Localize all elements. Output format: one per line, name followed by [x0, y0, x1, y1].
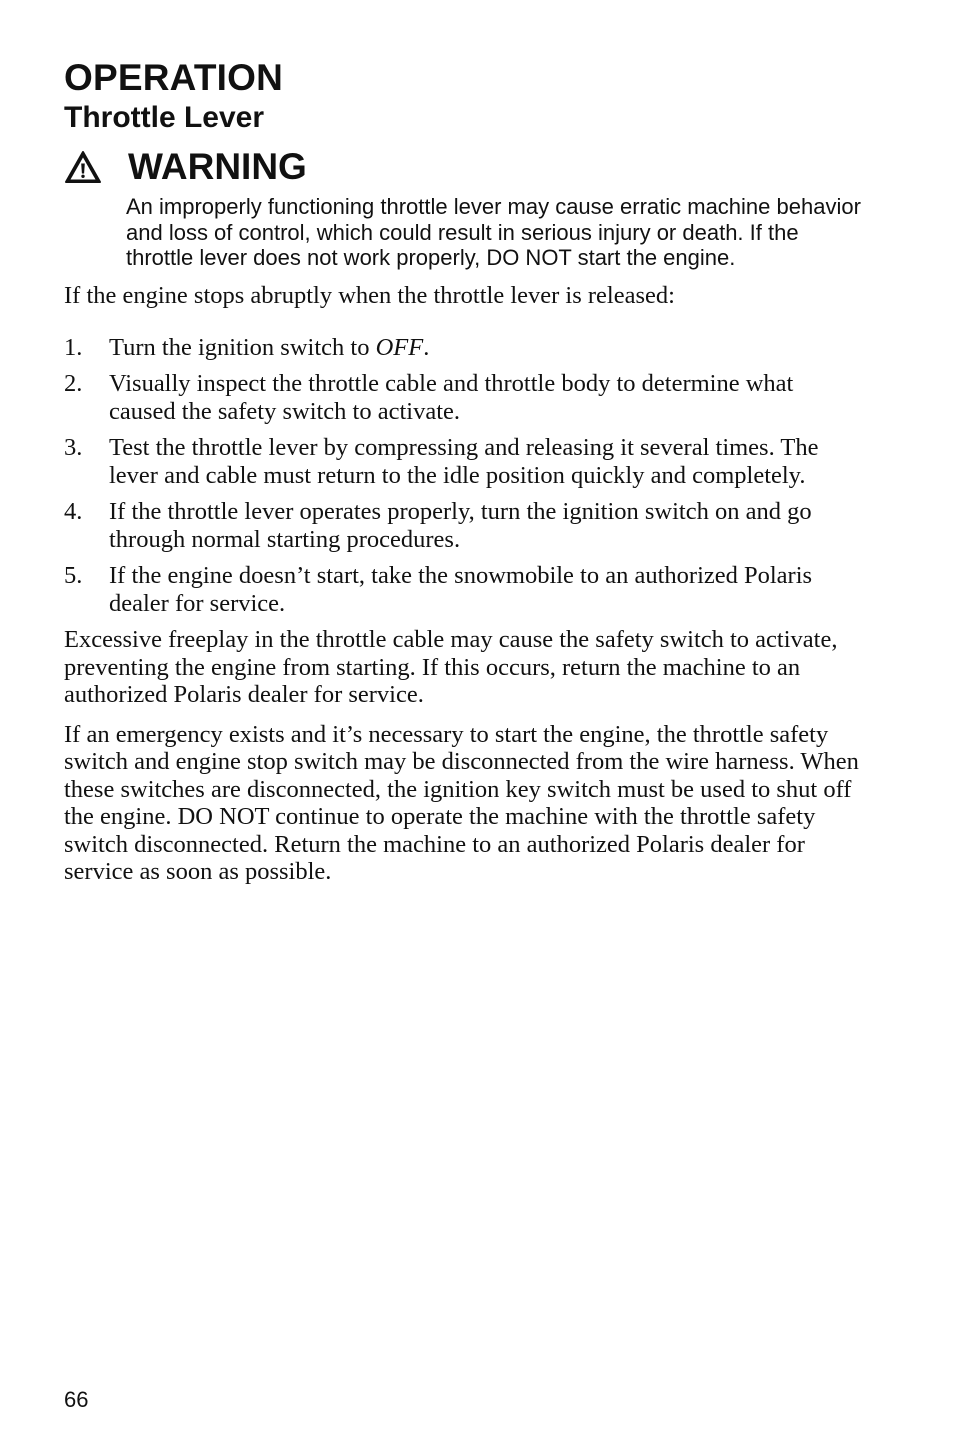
list-item	[64, 370, 864, 425]
step-number: 4.	[64, 498, 83, 525]
step-number: 3.	[64, 434, 83, 461]
list-item	[64, 562, 864, 617]
step-text: If the engine doesn’t start, take the snowmobile to an authorized Polaris dealer for service.	[109, 562, 813, 617]
list-item	[64, 334, 864, 362]
step-text-part: Turn the ignition switch to	[109, 333, 376, 361]
warning-header	[64, 144, 864, 190]
step-text	[109, 334, 864, 362]
step-number: 2.	[64, 370, 83, 397]
step-text-emphasis: OFF	[375, 333, 424, 361]
intro-text: If the engine stops abruptly when the throttle lever is released:	[64, 281, 675, 309]
step-text-part: .	[423, 333, 430, 361]
warning-text: An improperly functioning throttle lever may cause erratic machine behavior and loss of control, which could result in serious injury or death. If the throttle lever does not work properly, DO NOT start the engine.	[126, 194, 861, 270]
warning-title: WARNING	[128, 146, 307, 187]
section-title: OPERATION	[64, 57, 284, 98]
step-text: Visually inspect the throttle cable and throttle body to determine what caused the safety switch to activate.	[109, 370, 794, 425]
step-number: 1.	[64, 333, 83, 361]
warning-triangle-icon	[64, 150, 102, 184]
steps-list	[64, 334, 864, 618]
subsection-title: Throttle Lever	[64, 101, 265, 134]
paragraph-emergency: If an emergency exists and it’s necessary to start the engine, the throttle safety switch and engine stop switch may be disconnected from the wire harness. When these switches are disconnected, the ignition key switch must be used to shut off the engine. DO NOT continue to operate the machine with the throttle safety switch disconnected. Return the machine to an authorized Polaris dealer for service as soon as possible.	[64, 720, 859, 885]
step-number: 5.	[64, 562, 83, 589]
warning-block	[64, 144, 864, 271]
step-text: If the throttle lever operates properly, turn the ignition switch on and go through normal starting procedures.	[109, 498, 812, 553]
page-number: 66	[64, 1387, 89, 1412]
paragraph-freeplay: Excessive freeplay in the throttle cable may cause the safety switch to activate, preventing the engine from starting. If this occurs, return the machine to an authorized Polaris dealer for service.	[64, 626, 838, 708]
manual-page	[64, 56, 864, 898]
list-item	[64, 498, 864, 553]
step-text: Test the throttle lever by compressing and releasing it several times. The lever and cable must return to the idle position quickly and completely.	[109, 434, 819, 489]
list-item	[64, 434, 864, 489]
